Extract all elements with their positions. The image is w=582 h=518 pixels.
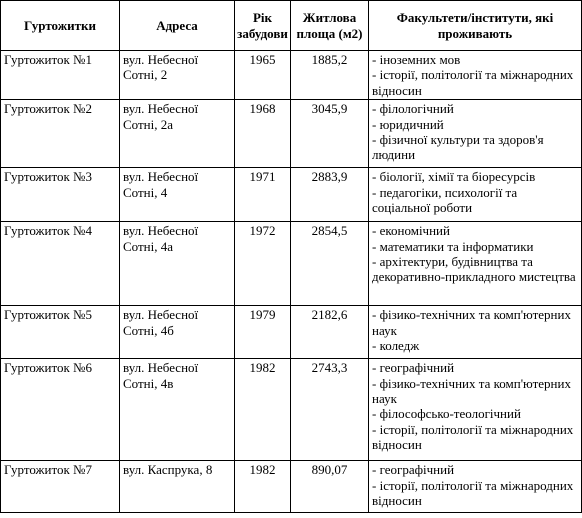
header-faculties: Факультети/інститути, які проживають [369, 1, 582, 51]
faculty-item: - фізико-технічних та комп'ютерних наук [372, 307, 571, 338]
faculty-item: - біології, хімії та біоресурсів [372, 169, 536, 185]
faculty-item: - іноземних мов [372, 52, 461, 67]
area-cell: 2743,3 [291, 359, 369, 461]
address-cell: вул. Каспрука, 8 [120, 461, 235, 513]
area-cell: 1885,2 [291, 51, 369, 100]
table-row [1, 222, 582, 306]
year-cell: 1979 [235, 306, 291, 359]
faculties-cell [369, 359, 582, 461]
address-cell: вул. Небесної Сотні, 4 [120, 168, 235, 222]
dorm-name-cell: Гуртожиток №2 [1, 100, 120, 168]
year-cell: 1965 [235, 51, 291, 100]
faculties-cell [369, 306, 582, 359]
faculty-item: - історії, політології та міжнародних відносин [372, 421, 574, 453]
faculty-item: - історії, політології та міжнародних відносин [372, 67, 574, 98]
faculty-item: - коледж [372, 338, 420, 354]
table-row [1, 100, 582, 168]
year-cell: 1982 [235, 461, 291, 513]
faculties-cell [369, 100, 582, 168]
dorm-name-cell: Гуртожиток №5 [1, 306, 120, 359]
dorm-name-cell: Гуртожиток №3 [1, 168, 120, 222]
year-cell: 1972 [235, 222, 291, 306]
address-cell: вул. Небесної Сотні, 4в [120, 359, 235, 461]
table-row [1, 359, 582, 461]
dorm-name-cell: Гуртожиток №7 [1, 461, 120, 513]
area-cell: 2182,6 [291, 306, 369, 359]
faculty-item: - географічний [372, 360, 455, 376]
dorm-name-cell: Гуртожиток №1 [1, 51, 120, 100]
header-area: Житлова площа (м2) [291, 1, 369, 51]
area-cell: 890,07 [291, 461, 369, 513]
area-cell: 2883,9 [291, 168, 369, 222]
faculty-item: - фізико-технічних та комп'ютерних наук [372, 375, 571, 407]
header-dorm: Гуртожитки [1, 1, 120, 51]
faculties-cell [369, 51, 582, 100]
area-cell: 2854,5 [291, 222, 369, 306]
faculty-item: - юридичний [372, 116, 444, 132]
area-cell: 3045,9 [291, 100, 369, 168]
year-cell: 1982 [235, 359, 291, 461]
faculty-item: - педагогіки, психології та соціальної роботи [372, 184, 518, 216]
faculty-item: - філософсько-теологічний [372, 406, 521, 422]
address-cell: вул. Небесної Сотні, 2 [120, 51, 235, 100]
table-body [1, 51, 582, 513]
year-cell: 1971 [235, 168, 291, 222]
address-cell: вул. Небесної Сотні, 2а [120, 100, 235, 168]
faculties-cell [369, 222, 582, 306]
dorm-name-cell: Гуртожиток №6 [1, 359, 120, 461]
header-year: Рік забудови [235, 1, 291, 51]
faculty-item: - економічний [372, 223, 450, 239]
dorm-name-cell: Гуртожиток №4 [1, 222, 120, 306]
faculty-item: - математики та інформатики [372, 238, 534, 254]
address-cell: вул. Небесної Сотні, 4б [120, 306, 235, 359]
year-cell: 1968 [235, 100, 291, 168]
faculty-item: - філологічний [372, 101, 454, 117]
table-row [1, 306, 582, 359]
faculty-item: - фізичної культури та здоров'я людини [372, 132, 544, 163]
header-row [1, 1, 582, 51]
faculty-item: - історії, політології та міжнародних відносин [372, 477, 574, 509]
faculty-item: - архітектури, будівництва та декоративно-прикладного мистецтва [372, 254, 576, 285]
faculties-cell [369, 461, 582, 513]
faculty-item: - географічний [372, 462, 455, 478]
table-row [1, 461, 582, 513]
address-cell: вул. Небесної Сотні, 4а [120, 222, 235, 306]
faculties-cell [369, 168, 582, 222]
table-row [1, 51, 582, 100]
header-address: Адреса [120, 1, 235, 51]
table-row [1, 168, 582, 222]
